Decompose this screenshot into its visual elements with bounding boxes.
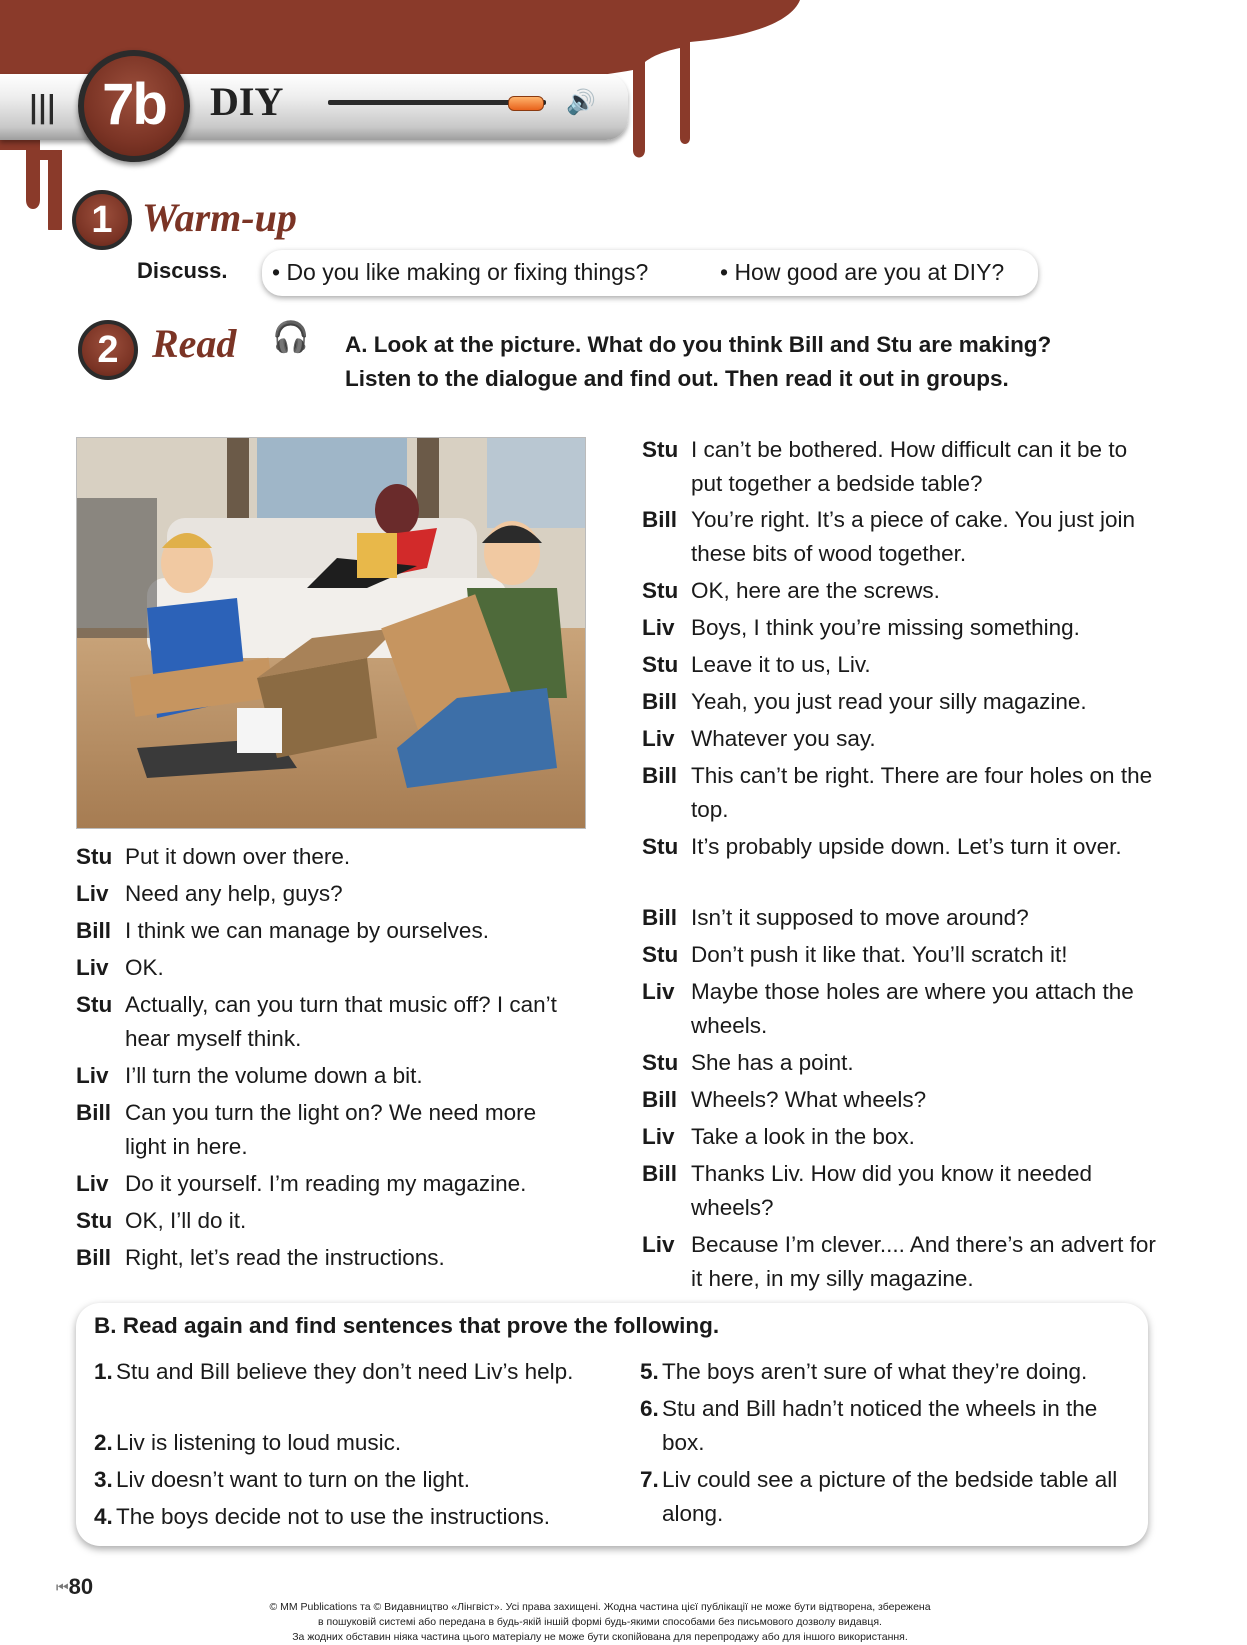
dialogue-text: I’ll turn the volume down a bit. — [125, 1063, 423, 1088]
copyright-line: За жодних обставин ніяка частина цього матеріалу не може бути скопійована для перепродажу або для іншого використання. — [292, 1631, 908, 1643]
bars-icon: ||| — [28, 90, 55, 125]
dialogue-text: Don’t push it like that. You’ll scratch it! — [691, 942, 1068, 967]
dialogue-text: Right, let’s read the instructions. — [125, 1245, 445, 1270]
speaker-name: Bill — [76, 1100, 112, 1125]
speaker-name: Stu — [76, 992, 113, 1017]
dialogue-text: OK, here are the screws. — [691, 578, 940, 603]
page-number — [56, 1574, 93, 1600]
section-number-badge: 1 — [72, 190, 132, 250]
dialogue-text: OK. — [125, 955, 164, 980]
task-a-instructions: A. Look at the picture. What do you think Bill and Stu are making? Listen to the dialogue and find out. Then read it out in groups. — [345, 332, 1052, 391]
item-text: Stu and Bill believe they don’t need Liv’s help. — [116, 1359, 574, 1384]
speaker-icon[interactable]: 🔊 — [566, 88, 596, 116]
speaker-name: Stu — [642, 834, 679, 859]
discussion-questions-box — [262, 250, 1038, 296]
item-text: Liv is listening to loud music. — [116, 1430, 402, 1455]
dialogue-text: You’re right. It’s a piece of cake. You just join these bits of wood together. — [691, 507, 1136, 566]
unit-title: DIY — [210, 79, 284, 124]
speaker-name: Stu — [642, 1050, 679, 1075]
discuss-label: Discuss. — [137, 258, 228, 283]
speaker-name: Bill — [76, 1245, 112, 1270]
item-number: 7. — [640, 1467, 659, 1492]
discussion-question: • How good are you at DIY? — [720, 259, 1005, 285]
item-number: 5. — [640, 1359, 659, 1384]
copyright-notice — [200, 1600, 1000, 1645]
speaker-name: Stu — [642, 578, 679, 603]
headphones-icon[interactable]: 🎧 — [272, 320, 310, 355]
dialogue-text: I can’t be bothered. How difficult can it be to put together a bedside table? — [691, 437, 1128, 496]
dialogue-text: This can’t be right. There are four holes on the top. — [691, 763, 1153, 822]
dialogue-text: She has a point. — [691, 1050, 854, 1075]
dialogue-text: Need any help, guys? — [125, 881, 343, 906]
copyright-line: © MM Publications та © Видавництво «Лінгвіст». Усі права захищені. Жодна частина цієї публікації не може бути відтворена, збережена — [269, 1601, 931, 1613]
dialogue-text: Can you turn the light on? We need more light in here. — [125, 1100, 537, 1159]
dialogue-text: Isn’t it supposed to move around? — [691, 905, 1029, 930]
item-number: 6. — [640, 1396, 659, 1421]
dialogue-text: Do it yourself. I’m reading my magazine. — [125, 1171, 527, 1196]
speaker-name: Liv — [642, 1232, 675, 1257]
dialogue-text: Whatever you say. — [691, 726, 876, 751]
item-text: Liv doesn’t want to turn on the light. — [116, 1467, 470, 1492]
speaker-name: Liv — [76, 1063, 109, 1088]
speaker-name: Bill — [642, 905, 678, 930]
dialogue-text: Maybe those holes are where you attach the wheels. — [691, 979, 1134, 1038]
speaker-name: Bill — [642, 1161, 678, 1186]
speaker-name: Bill — [642, 507, 678, 532]
speaker-name: Liv — [642, 726, 675, 751]
speaker-name: Bill — [642, 689, 678, 714]
discussion-question: • Do you like making or fixing things? — [272, 259, 649, 285]
dialogue-text: Put it down over there. — [125, 844, 351, 869]
item-text: Stu and Bill hadn’t noticed the wheels in the box. — [662, 1396, 1098, 1455]
item-text: The boys decide not to use the instructions. — [116, 1504, 551, 1529]
speaker-name: Liv — [642, 615, 675, 640]
dialogue-text: Wheels? What wheels? — [691, 1087, 927, 1112]
dialogue-text: Thanks Liv. How did you know it needed wheels? — [691, 1161, 1093, 1220]
speaker-name: Stu — [76, 844, 113, 869]
dialogue-text: Leave it to us, Liv. — [691, 652, 871, 677]
audio-progress-knob[interactable] — [508, 96, 544, 111]
speaker-name: Bill — [642, 1087, 678, 1112]
dialogue-text: I think we can manage by ourselves. — [125, 918, 489, 943]
dialogue-text: Because I’m clever.... And there’s an advert for it here, in my silly magazine. — [691, 1232, 1156, 1291]
speaker-name: Liv — [76, 881, 109, 906]
speaker-name: Liv — [76, 1171, 109, 1196]
dialogue-text: Boys, I think you’re missing something. — [691, 615, 1080, 640]
read-heading: Read — [152, 321, 237, 366]
item-number: 4. — [94, 1504, 113, 1529]
item-number: 3. — [94, 1467, 113, 1492]
dialogue-text: Take a look in the box. — [691, 1124, 915, 1149]
dialogue-text: Actually, can you turn that music off? I can’t hear myself think. — [125, 992, 557, 1051]
item-text: Liv could see a picture of the bedside table all along. — [662, 1467, 1118, 1526]
warmup-heading: Warm-up — [142, 195, 297, 240]
speaker-name: Liv — [76, 955, 109, 980]
illustration-diy-scene — [76, 437, 586, 829]
dialogue-text: OK, I’ll do it. — [125, 1208, 247, 1233]
dialogue-text: Yeah, you just read your silly magazine. — [691, 689, 1087, 714]
speaker-name: Liv — [642, 979, 675, 1004]
item-text: The boys aren’t sure of what they’re doing. — [662, 1359, 1088, 1384]
item-number: 1. — [94, 1359, 113, 1384]
speaker-name: Bill — [76, 918, 112, 943]
speaker-name: Liv — [642, 1124, 675, 1149]
copyright-line: в пошуковій системі або передана в будь-якій іншій формі будь-якими способами без письмового дозволу видавця. — [318, 1616, 882, 1628]
speaker-name: Stu — [642, 437, 679, 462]
task-b-heading: B. Read again and find sentences that prove the following. — [94, 1313, 720, 1338]
speaker-name: Stu — [642, 942, 679, 967]
dialogue-text: It’s probably upside down. Let’s turn it over. — [691, 834, 1122, 859]
item-number: 2. — [94, 1430, 113, 1455]
speaker-name: Stu — [642, 652, 679, 677]
unit-number-badge: 7b — [78, 50, 190, 162]
back-arrow-icon[interactable]: ⏮ — [56, 1580, 69, 1596]
section-number-badge: 2 — [78, 320, 138, 380]
speaker-name: Stu — [76, 1208, 113, 1233]
page-number-value: 80 — [68, 1574, 94, 1599]
speaker-name: Bill — [642, 763, 678, 788]
